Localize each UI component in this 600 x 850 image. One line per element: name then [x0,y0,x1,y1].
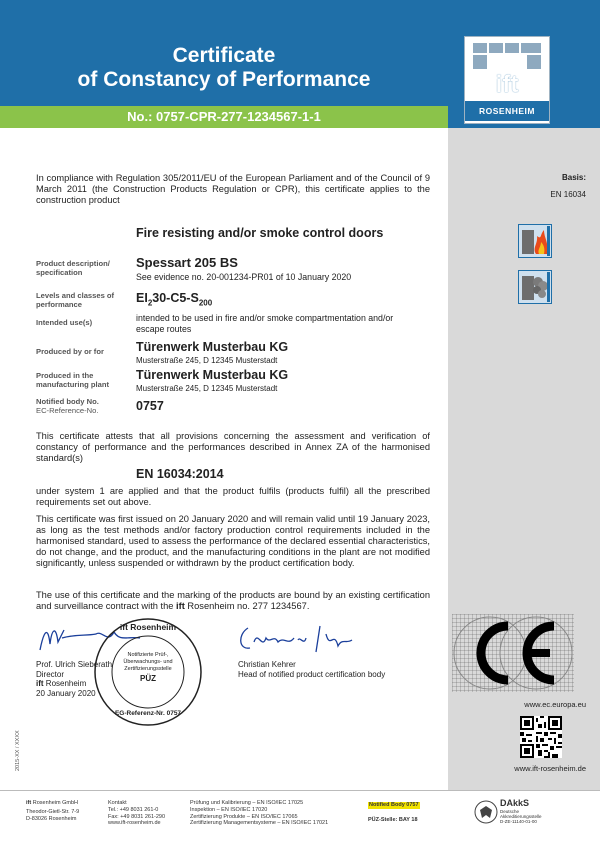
stamp-center-text: Notifizierte Prüf-, Überwachungs- und Zertifizierungsstelle PÜZ [123,652,173,683]
notified-body-label: Notified body No. [36,397,99,406]
signer2-name: Christian Kehrer [238,660,296,669]
signer1-role: Director [36,669,65,679]
system-text: under system 1 are applied and that the product fulfils (products fulfil) all the prescribed requirements set out above. [36,486,430,507]
produced-name: Türenwerk Musterbau KG [136,340,289,354]
logo-subtitle: ROSENHEIM [465,101,549,121]
stamp-bottom-text: EG-Referenz-Nr. 0757 [114,710,182,717]
certificate-title-line1: Certificate [172,44,276,67]
product-title: Fire resisting and/or smoke control doors [136,226,384,240]
footer-accreditations: Prüfung und Kalibrierung – EN ISO/IEC 17025 Inspektion – EN ISO/IEC 17020 Zertifizierung Produkte – EN ISO/IEC 17065 Zertifizierung Managementsysteme – EN ISO/IEC 17021 [190,800,329,827]
ec-reference-label: EC-Reference-No. [36,406,99,415]
basis-label: Basis: [561,173,586,182]
produced-label: Produced by or for [36,347,104,356]
signer1-name: Prof. Ulrich Sieberath [36,660,113,669]
product-name: Spessart 205 BS [136,255,238,270]
dakks-text: DAkkS [500,798,530,808]
signer1-date: 20 January 2020 [36,688,96,698]
smoke-icon [518,270,552,304]
basis-value: EN 16034 [550,190,586,199]
plant-address: Musterstraße 245, D 12345 Musterstadt [136,384,278,393]
notified-body-number: 0757 [136,399,164,413]
footer-address: ift Rosenheim GmbH Theodor-Gietl-Str. 7-9 D-83026 Rosenheim [26,800,80,822]
signer1-block [36,660,112,698]
ift-logo [464,36,550,124]
certificate-number: No.: 0757-CPR-277-1234567-1-1 [0,106,448,128]
use-value: intended to be used in fire and/or smoke compartmentation and/or escape routes [136,313,394,334]
signer1-org: ift Rosenheim [36,679,87,688]
levels-value: $EI_230-C5-S_{200}$ [136,291,213,308]
document-code: 2015-XX / XXXX [15,730,21,771]
stamp-top-text: ift Rosenheim [119,622,177,632]
contract-text: The use of this certificate and the marking of the products are bound by an existing certification and surveillance contract with the ift Rosenheim no. 277 1234567. [36,590,430,611]
levels-label: Levels and classes of performance [36,291,115,309]
dakks-details: Deutsche Akkreditierungsstelle D-ZE-11140-01-00 [500,809,542,825]
footer-notified-body: Notified Body 0757 PÜZ-Stelle: BAY 18 [368,802,419,823]
ce-url[interactable]: www.ec.europa.eu [524,700,586,709]
fire-icon [518,224,552,258]
intro-text: In compliance with Regulation 305/2011/EU of the European Parliament and of the Council of 9 March 2011 (the Construction Products Regulation or CPR), this certificate applies to the construction product [36,173,430,205]
ift-url[interactable]: www.ift-rosenheim.de [514,764,586,773]
logo-text: ift [495,71,519,98]
dakks-eagle-icon [474,800,498,824]
kehrer-signature [236,620,366,656]
plant-name: Türenwerk Musterbau KG [136,368,289,382]
harmonised-standard: EN 16034:2014 [136,467,224,481]
qr-code-icon [520,716,562,758]
signer2-block [238,660,385,679]
desc-label: Product description/ specification [36,259,110,277]
produced-address: Musterstraße 245, D 12345 Musterstadt [136,356,278,365]
use-label: Intended use(s) [36,318,93,327]
validity-text: This certificate was first issued on 20 January 2020 and will remain valid until 19 January 2023, as long as the test methods and/or factory production control requirements included in the harmonised standard, used to assess the performance of the declared essential characteristics, do not change, and the product, and the manufacturing conditions in the plant are not modified significantly, unless suspended or withdrawn by the product certification body. [36,514,430,568]
ce-mark-icon [452,614,574,692]
product-evidence: See evidence no. 20-001234-PR01 of 10 January 2020 [136,272,352,282]
footer-contact: Kontakt Tel.: +49 8031 261-0 Fax: +49 8031 261-290 www.ift-rosenheim.de [108,800,166,827]
certificate-title-line2: of Constancy of Performance [77,68,371,91]
attestation-text: This certificate attests that all provisions concerning the assessment and verification of constancy of performance and the performances described in Annex ZA of the harmonised standard(s) [36,431,430,463]
plant-label: Produced in the manufacturing plant [36,371,109,389]
signer2-role: Head of notified product certification body [238,669,386,679]
dakks-logo [474,798,554,834]
